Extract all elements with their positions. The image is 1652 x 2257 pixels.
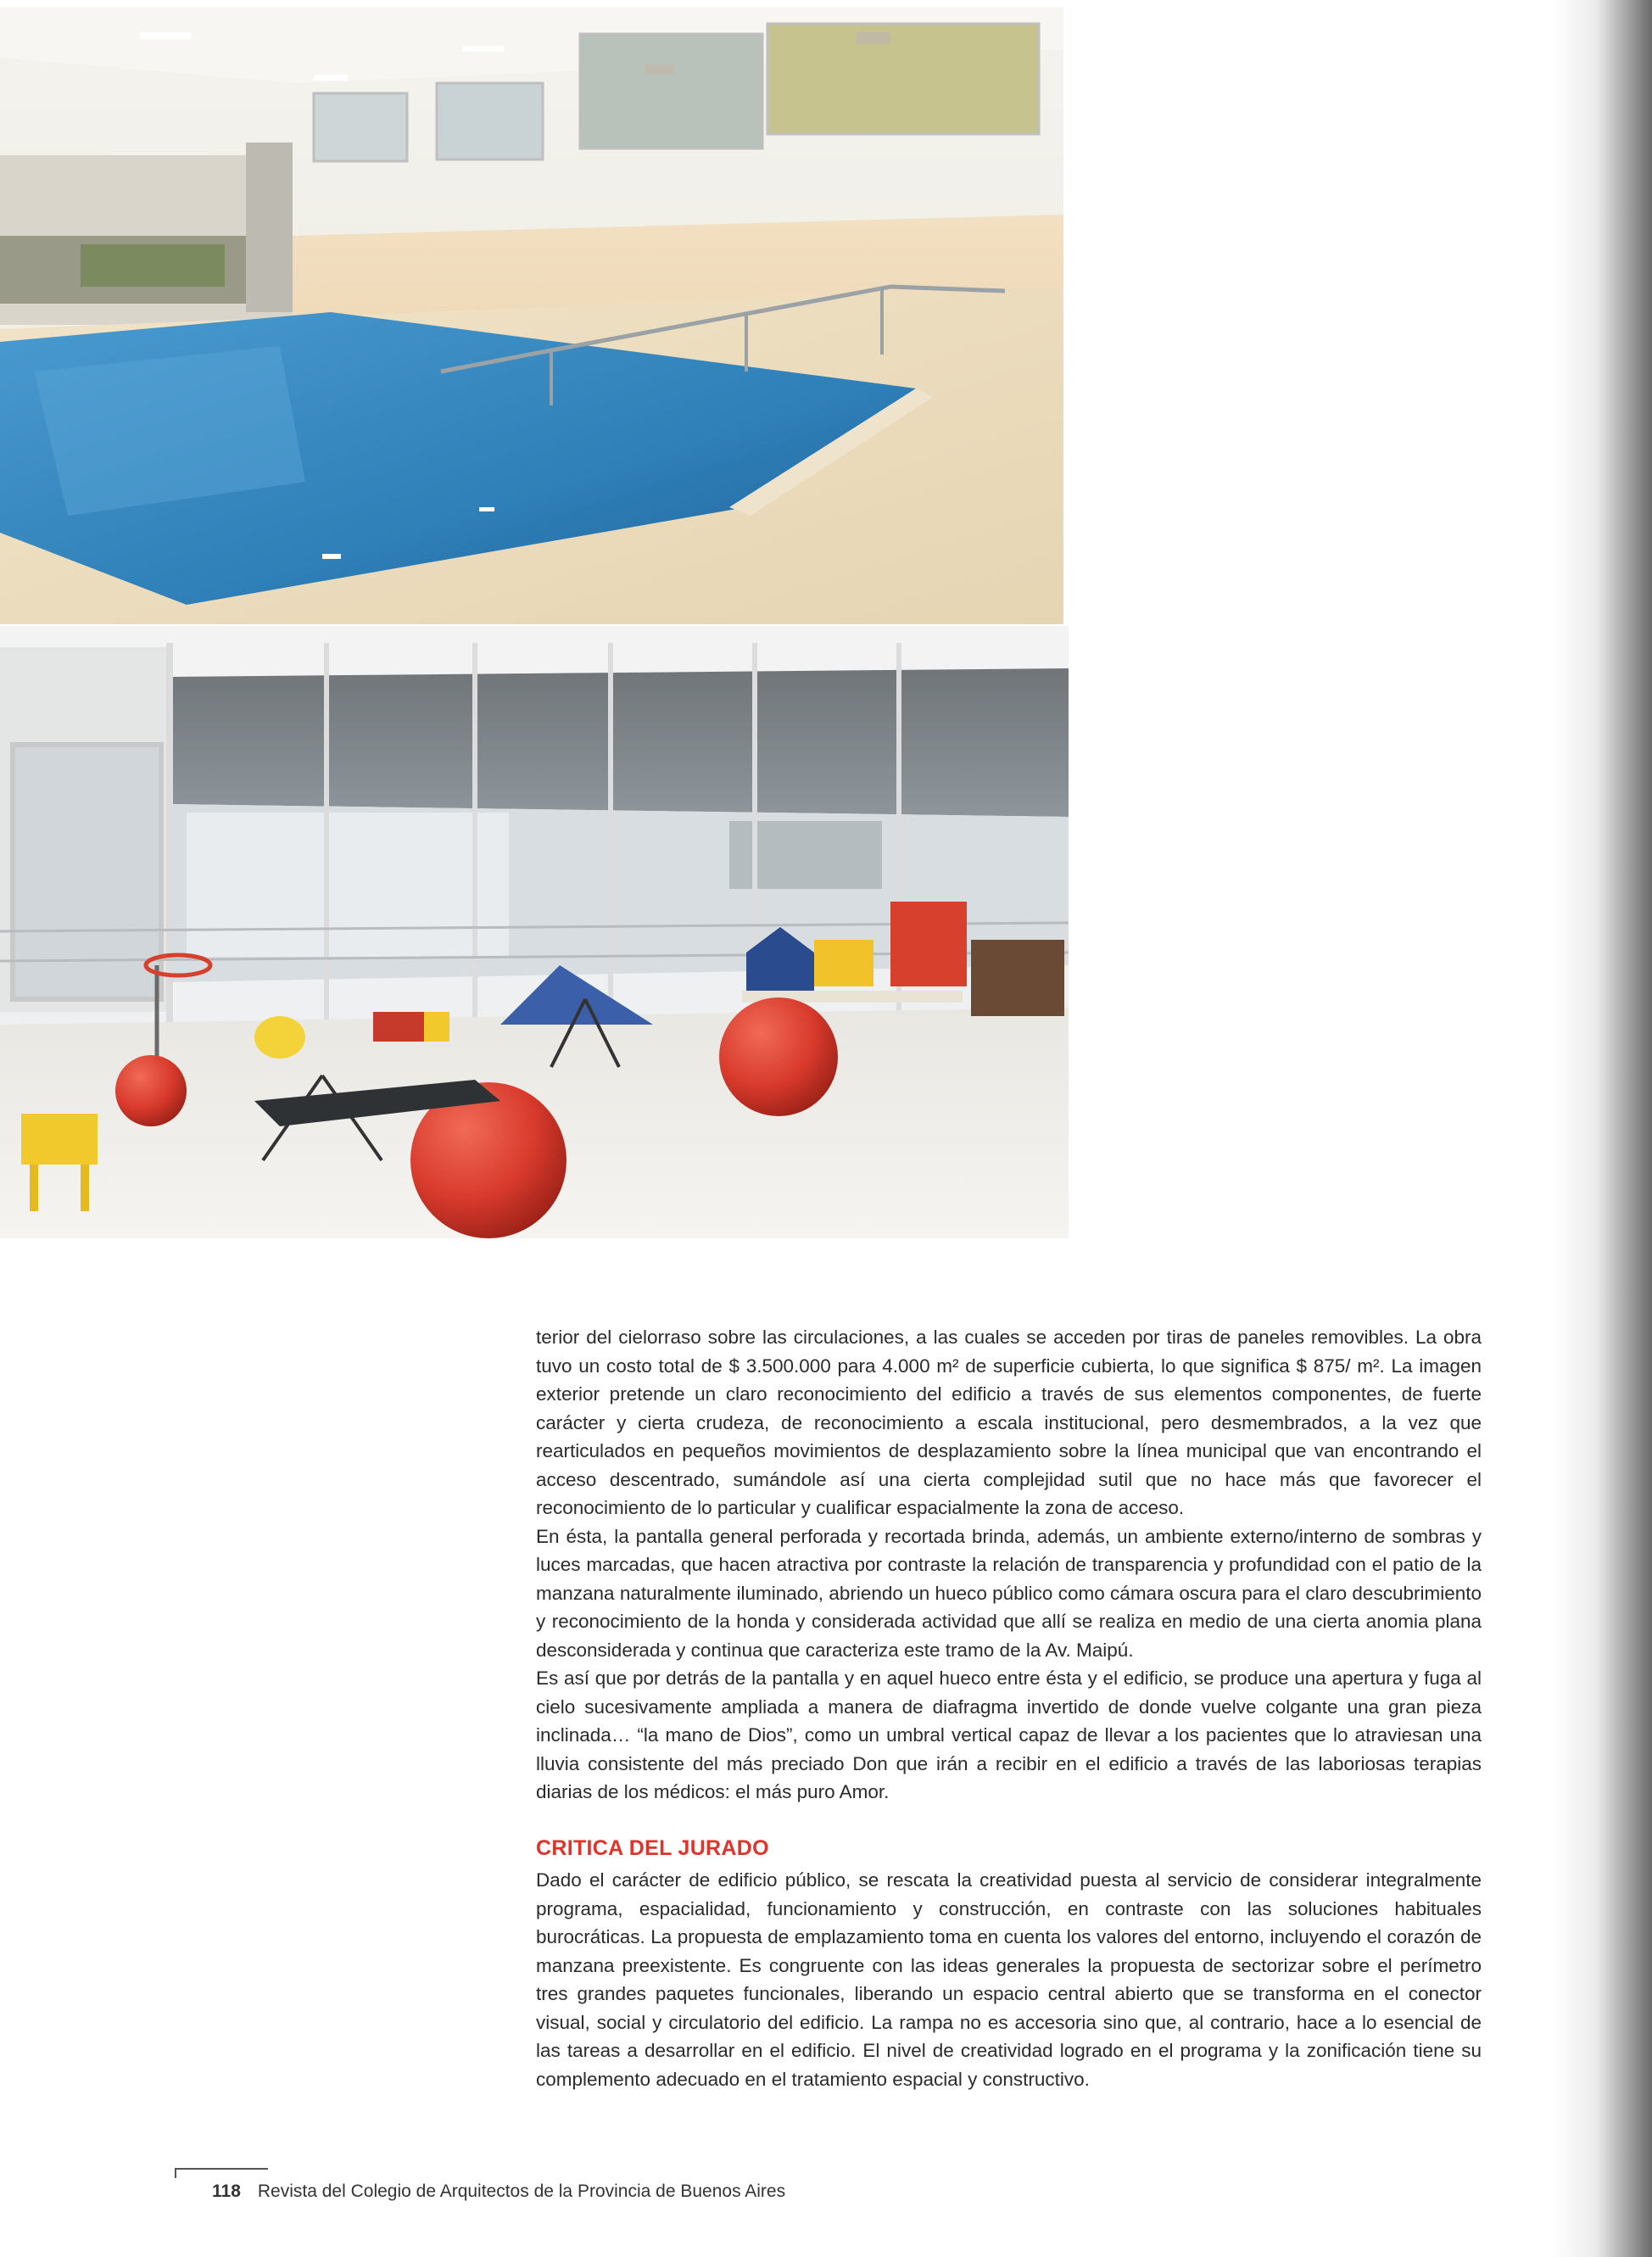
pool-photo	[0, 7, 1063, 624]
body-paragraph: En ésta, la pantalla general perforada y recortada brinda, además, un ambiente externo/interno de sombras y luces marcadas, que hacen atractiva por contraste la relación de transparencia y profundidad con el patio de la manzana naturalmente iluminado, abriendo un hueco público como cámara oscura para el claro descubrimiento y reconocimiento de la honda y considerada actividad que allí se realiza en medio de una cierta anomia plana desconsiderada y continua que caracteriza este tramo de la Av. Maipú.	[536, 1525, 1482, 1661]
exercise-ball-right	[719, 997, 838, 1116]
playroom-photo	[0, 626, 1069, 1238]
footer-rule-tick	[175, 2168, 176, 2178]
page-footer	[212, 2182, 785, 2202]
exercise-ball-small	[115, 1055, 187, 1126]
pool-photo-illustration	[0, 7, 1063, 624]
publication-name: Revista del Colegio de Arquitectos de la Provincia de Buenos Aires	[257, 2182, 786, 2201]
article-body	[536, 1323, 1482, 1807]
playroom-photo-illustration	[0, 626, 1069, 1238]
footer-rule	[175, 2168, 268, 2170]
body-paragraph: terior del cielorraso sobre las circulaciones, a las cuales se acceden por tiras de paneles removibles. La obra tuvo un costo total de $ 3.500.000 para 4.000 m² de superficie cubierta, lo que significa $ 875/ m². La imagen exterior pretende un claro reconocimiento del edificio a través de sus elementos componentes, de fuerte carácter y cierta crudeza, de reconocimiento a escala institucional, pero desmembrados, a la vez que rearticulados en pequeños movimientos de desplazamiento sobre la línea municipal que van encontrando el acceso descentrado, sumándole así una cierta complejidad sutil que no hace más que favorecer el reconocimiento de lo particular y cualificar espacialmente la zona de acceso.	[536, 1327, 1482, 1518]
jury-heading: CRITICA DEL JURADO	[536, 1836, 769, 1860]
jury-paragraph: Dado el carácter de edificio público, se rescata la creatividad puesta al servicio de considerar integralmente programa, espacialidad, funcionamiento y construcción, en contraste con las soluciones habituales burocráticas. La propuesta de emplazamiento toma en cuenta los valores del entorno, incluyendo el corazón de manzana preexistente. Es congruente con las ideas generales la propuesta de sectorizar sobre el perímetro tres grandes paquetes funcionales, liberando un espacio central abierto que se transforma en el conector visual, social y circulatorio del edificio. La rampa no es accesoria sino que, al contrario, hace a lo esencial de las tareas a desarrollar en el edificio. El nivel de creatividad logrado en el programa y la zonificación tiene su complemento adecuado en el tratamiento espacial y constructivo.	[536, 1869, 1482, 2090]
page-gutter-shadow	[1550, 0, 1652, 2257]
page-number: 118	[212, 2182, 241, 2201]
body-paragraph: Es así que por detrás de la pantalla y en aquel hueco entre ésta y el edificio, se produce una apertura y fuga al cielo sucesivamente ampliada a manera de diafragma invertido de donde vuelve colgante una gran pieza inclinada… “la mano de Dios”, como un umbral vertical capaz de llevar a los pacientes que lo atraviesan una lluvia consistente del más preciado Don que irán a recibir en el edificio a través de las laboriosas terapias diarias de los médicos: el más puro Amor.	[536, 1668, 1482, 1802]
jury-critique	[536, 1866, 1482, 2093]
